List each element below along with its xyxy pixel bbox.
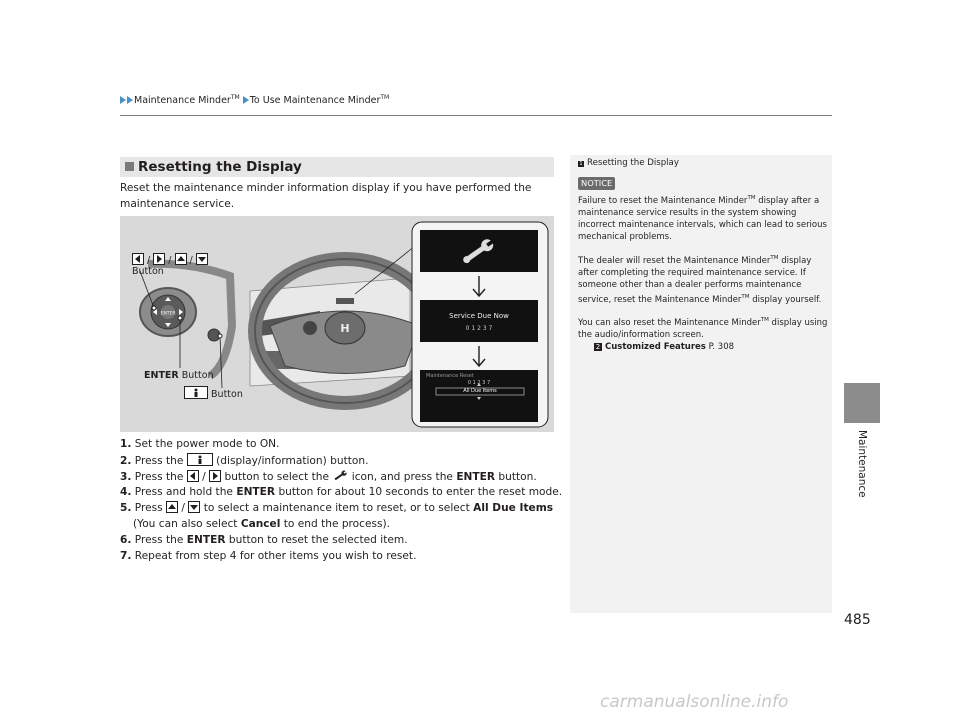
step-5-note: (You can also select Cancel to end the process). [133, 517, 391, 530]
left-arrow-icon [132, 253, 144, 265]
up-arrow-icon [166, 501, 178, 513]
down-arrow-icon [188, 501, 200, 513]
aside-paragraph-3: You can also reset the Maintenance Minder™ display using the audio/information screen. [578, 317, 828, 341]
breadcrumb [120, 94, 389, 106]
breadcrumb-arrow-icon [243, 96, 249, 104]
info-button-icon [184, 386, 208, 399]
aside-paragraph-2: The dealer will reset the Maintenance Minder™ display after completing the required maintenance service. If someone other than a dealer performs maintenance service, reset the Maintenance Minder™ display yourself. [578, 254, 822, 305]
enter-button-callout [144, 370, 214, 381]
svg-text:H: H [340, 322, 350, 335]
service-due-screen-title: Service Due Now [449, 312, 509, 320]
step-list [120, 437, 565, 564]
aside-marker-icon: 1 [579, 161, 583, 167]
breadcrumb-arrow-icon [120, 96, 126, 104]
left-arrow-icon [187, 470, 199, 482]
cross-reference-icon: 2 [595, 343, 601, 352]
trademark-mark: TM [380, 94, 390, 101]
step-1: 1. Set the power mode to ON. [120, 438, 280, 450]
watermark: carmanualsonline.info [600, 692, 789, 712]
chapter-tab[interactable] [844, 383, 880, 423]
wrench-icon [332, 470, 348, 481]
trademark-mark: TM [230, 94, 240, 101]
right-arrow-icon [153, 253, 165, 265]
section-square-icon [125, 162, 134, 171]
breadcrumb-arrow-icon [127, 96, 133, 104]
maintenance-reset-code: 0 1 2 3 7 [467, 380, 491, 386]
steering-wheel-figure [120, 216, 554, 432]
info-button-callout [184, 386, 243, 400]
right-arrow-icon [209, 470, 221, 482]
step-4: 4. Press and hold the ENTER button for about 10 seconds to enter the reset mode. [120, 486, 563, 499]
step-6: 6. Press the ENTER button to reset the selected item. [120, 533, 408, 546]
page-number: 485 [844, 612, 871, 628]
arrow-button-label: Button [132, 266, 164, 277]
service-due-screen-code: 0 1 2 3 7 [465, 325, 493, 332]
aside-title: 1 Resetting the Display [579, 158, 679, 168]
breadcrumb-item-2[interactable]: To Use Maintenance Minder [249, 95, 381, 107]
aside-body [578, 192, 828, 354]
step-2: 2. Press the (display/information) button. [120, 454, 369, 467]
down-arrow-icon [196, 253, 208, 265]
up-arrow-icon [175, 253, 187, 265]
step-3: 3. Press the / button to select the icon, and press the ENTER button. [120, 470, 537, 483]
enter-label-bold: ENTER [144, 370, 179, 381]
info-button-icon [187, 453, 213, 466]
arrow-buttons-callout: / / / Button [132, 253, 208, 277]
step-7: 7. Repeat from step 4 for other items you wish to reset. [120, 549, 417, 562]
svg-text:ENTER: ENTER [160, 311, 176, 317]
all-due-items-option: All Due Items [463, 388, 497, 394]
step-5: 5. Press / to select a maintenance item to reset, or to select All Due Items [120, 502, 554, 515]
section-intro: Reset the maintenance minder information display if you have performed the maintenance service. [120, 182, 532, 210]
enter-button-label: Button [181, 370, 214, 381]
header-rule [120, 115, 832, 116]
section-heading [120, 157, 554, 177]
info-button-label: Button [211, 389, 243, 400]
section-title: Resetting the Display [138, 159, 302, 175]
chapter-label: Maintenance [856, 430, 868, 498]
breadcrumb-item-1[interactable]: Maintenance Minder [134, 95, 231, 107]
aside-paragraph-1: Failure to reset the Maintenance Minder™ display after a maintenance service results in the system showing incorrect maintenance intervals, which can lead to serious mechanical problems. [578, 195, 827, 243]
maintenance-reset-title: Maintenance Reset [426, 373, 474, 379]
cross-reference-link[interactable]: 2 Customized Features P. 308 [595, 342, 735, 353]
notice-badge: NOTICE [578, 177, 615, 190]
